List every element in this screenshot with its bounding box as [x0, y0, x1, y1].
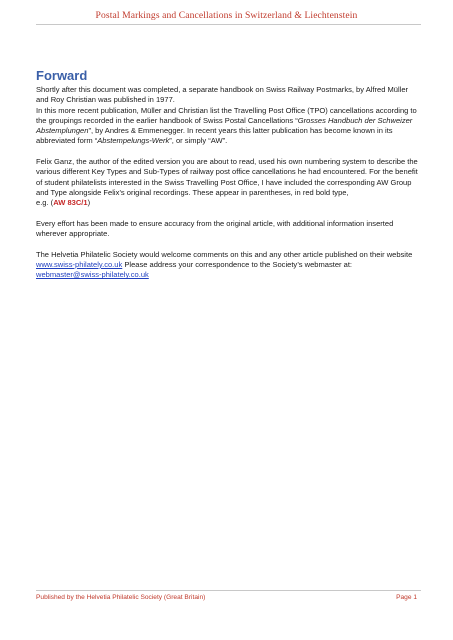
paragraph-1-text-d: ”, or simply “AW”.	[169, 136, 228, 146]
paragraph-1-text-b: In this more recent publication, Müller and Christian list the Travelling Post Office (TPO) cancellations according to the groupings recorded in the earlier handbook of Swiss Postal Cancellations “	[36, 105, 417, 125]
footer-publisher: Published by the Helvetia Philatelic Society (Great Britain)	[36, 594, 206, 601]
paragraph-4	[36, 250, 418, 281]
paragraph-1	[36, 85, 418, 147]
header-divider	[36, 24, 421, 25]
handbook-title-italic: Grosses Handbuch der Schweizer Abstemplungen	[36, 115, 413, 136]
page-header: Postal Markings and Cancellations in Switzerland & Liechtenstein	[95, 10, 358, 21]
section-heading: Forward	[36, 68, 88, 83]
paragraph-2-text: Felix Ganz, the author of the edited version you are about to read, used his own numbering system to describe the various different Key Types and Sub-Types of railway post office cancellations he had encountered. For the benefit of student philatelists interested in the Swiss Travelling Post Office, I have included the corresponding AW Group and Type alongside Felix’s original recordings. These appear in parentheses, in red bold type,	[36, 157, 418, 197]
website-link[interactable]: www.swiss-philately.co.uk	[36, 260, 123, 270]
webmaster-email-link[interactable]: webmaster@swiss-philately.co.uk	[36, 270, 149, 280]
paragraph-1-text-c: ”, by Andres & Emmenegger. In recent years this latter publication has become known in its abbreviated form “	[36, 126, 393, 146]
aw-example-red-bold: AW 83C/1	[53, 198, 88, 208]
paragraph-4-text-b: Please address your correspondence to the Society’s webmaster at:	[122, 260, 353, 270]
paragraph-4-text-a: The Helvetia Philatelic Society would welcome comments on this and any other article published on their website	[36, 249, 413, 259]
footer-divider	[36, 590, 421, 591]
example-suffix: )	[87, 198, 91, 208]
abbreviated-title-italic: Abstempelungs-Werk	[97, 136, 170, 146]
paragraph-3: Every effort has been made to ensure accuracy from the original article, with additional information inserted wherever appropriate.	[36, 218, 394, 239]
paragraph-1-sentence-1: Shortly after this document was completed, a separate handbook on Swiss Railway Postmarks, by Alfred Müller and Roy Christian was published in 1977.	[36, 85, 409, 105]
page-number: Page 1	[396, 594, 417, 601]
page-content	[36, 68, 418, 291]
example-prefix: e.g. (	[36, 198, 54, 208]
paragraph-2	[36, 157, 418, 208]
